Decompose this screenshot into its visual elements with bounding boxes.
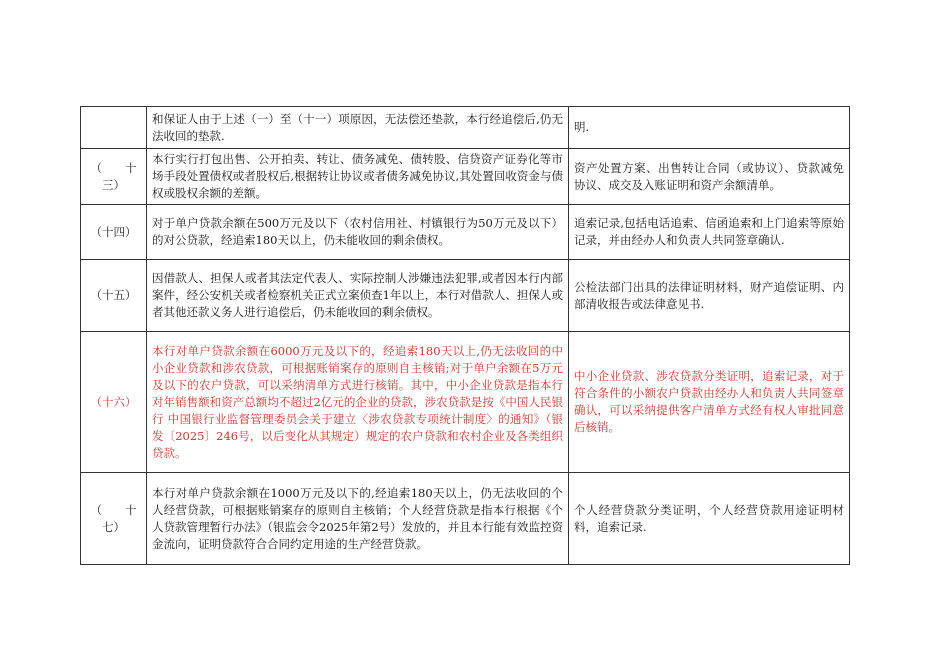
evidence-cell: 公检法部门出具的法律证明材料，财产追偿证明、内部清收报告或法律意见书. bbox=[569, 260, 850, 332]
evidence-cell: 明. bbox=[569, 107, 850, 149]
item-number: （十四） bbox=[81, 205, 147, 260]
item-number bbox=[81, 107, 147, 149]
item-number: （ 十 三） bbox=[81, 149, 147, 205]
item-number: （十五） bbox=[81, 260, 147, 332]
condition-cell: 和保证人由于上述（一）至（十一）项原因，无法偿还垫款，本行经追偿后,仍无法收回的垫款. bbox=[147, 107, 569, 149]
table-row bbox=[81, 473, 850, 565]
table-row-highlighted bbox=[81, 332, 850, 473]
condition-cell: 本行对单户贷款余额在1000万元及以下的,经追索180天以上，仍无法收回的个人经营贷款，可根据账销案存的原则自主核销；个人经营贷款是指本行根据《个人贷款管理暂行办法》（银监会令2025年第2号）发放的，并且本行能有效监控资金流向，证明贷款符合合同约定用途的生产经营贷款。 bbox=[147, 473, 569, 565]
evidence-cell: 个人经营贷款分类证明，个人经营贷款用途证明材料，追索记录. bbox=[569, 473, 850, 565]
condition-cell: 对于单户贷款余额在500万元及以下（农村信用社、村镇银行为50万元及以下）的对公贷款，经追索180天以上，仍未能收回的剩余债权。 bbox=[147, 205, 569, 260]
condition-cell: 本行对单户贷款余额在6000万元及以下的，经追索180天以上,仍无法收回的中小企业贷款和涉农贷款，可根据账销案存的原则自主核销;对于单户余额在5万元及以下的农户贷款，可以采纳清单方式进行核销。其中，中小企业贷款是指本行对年销售额和资产总额均不超过2亿元的企业的贷款，涉农贷款是按《中国人民银行 中国银行业监督管理委员会关于建立〈涉农贷款专项统计制度〉的通知》（银发〔2025〕246号，以后变化从其规定）规定的农户贷款和农村企业及各类组织贷款。 bbox=[147, 332, 569, 473]
condition-cell: 本行实行打包出售、公开拍卖、转让、债务减免、债转股、信贷资产证券化等市场手段处置债权或者股权后,根据转让协议或者债务减免协议,其处置回收资金与债权或股权余额的差额。 bbox=[147, 149, 569, 205]
item-number: （ 十 七） bbox=[81, 473, 147, 565]
condition-cell: 因借款人、担保人或者其法定代表人、实际控制人涉嫌违法犯罪,或者因本行内部案件，经公安机关或者检察机关正式立案侦查1年以上，本行对借款人、担保人或者其他还款义务人进行追偿后，仍未能收回的剩余债权。 bbox=[147, 260, 569, 332]
write-off-conditions-table bbox=[80, 106, 850, 565]
table-row bbox=[81, 107, 850, 149]
table-row bbox=[81, 205, 850, 260]
item-number: （十六） bbox=[81, 332, 147, 473]
evidence-cell: 资产处置方案、出售转让合同（或协议）、贷款减免协议、成交及入账证明和资产余额清单。 bbox=[569, 149, 850, 205]
table-row bbox=[81, 149, 850, 205]
evidence-cell: 中小企业贷款、涉农贷款分类证明，追索记录，对于符合条件的小额农户贷款由经办人和负责人共同签章确认，可以采纳提供客户清单方式经有权人审批同意后核销。 bbox=[569, 332, 850, 473]
evidence-cell: 追索记录,包括电话追索、信函追索和上门追索等原始记录，并由经办人和负责人共同签章确认. bbox=[569, 205, 850, 260]
table-row bbox=[81, 260, 850, 332]
